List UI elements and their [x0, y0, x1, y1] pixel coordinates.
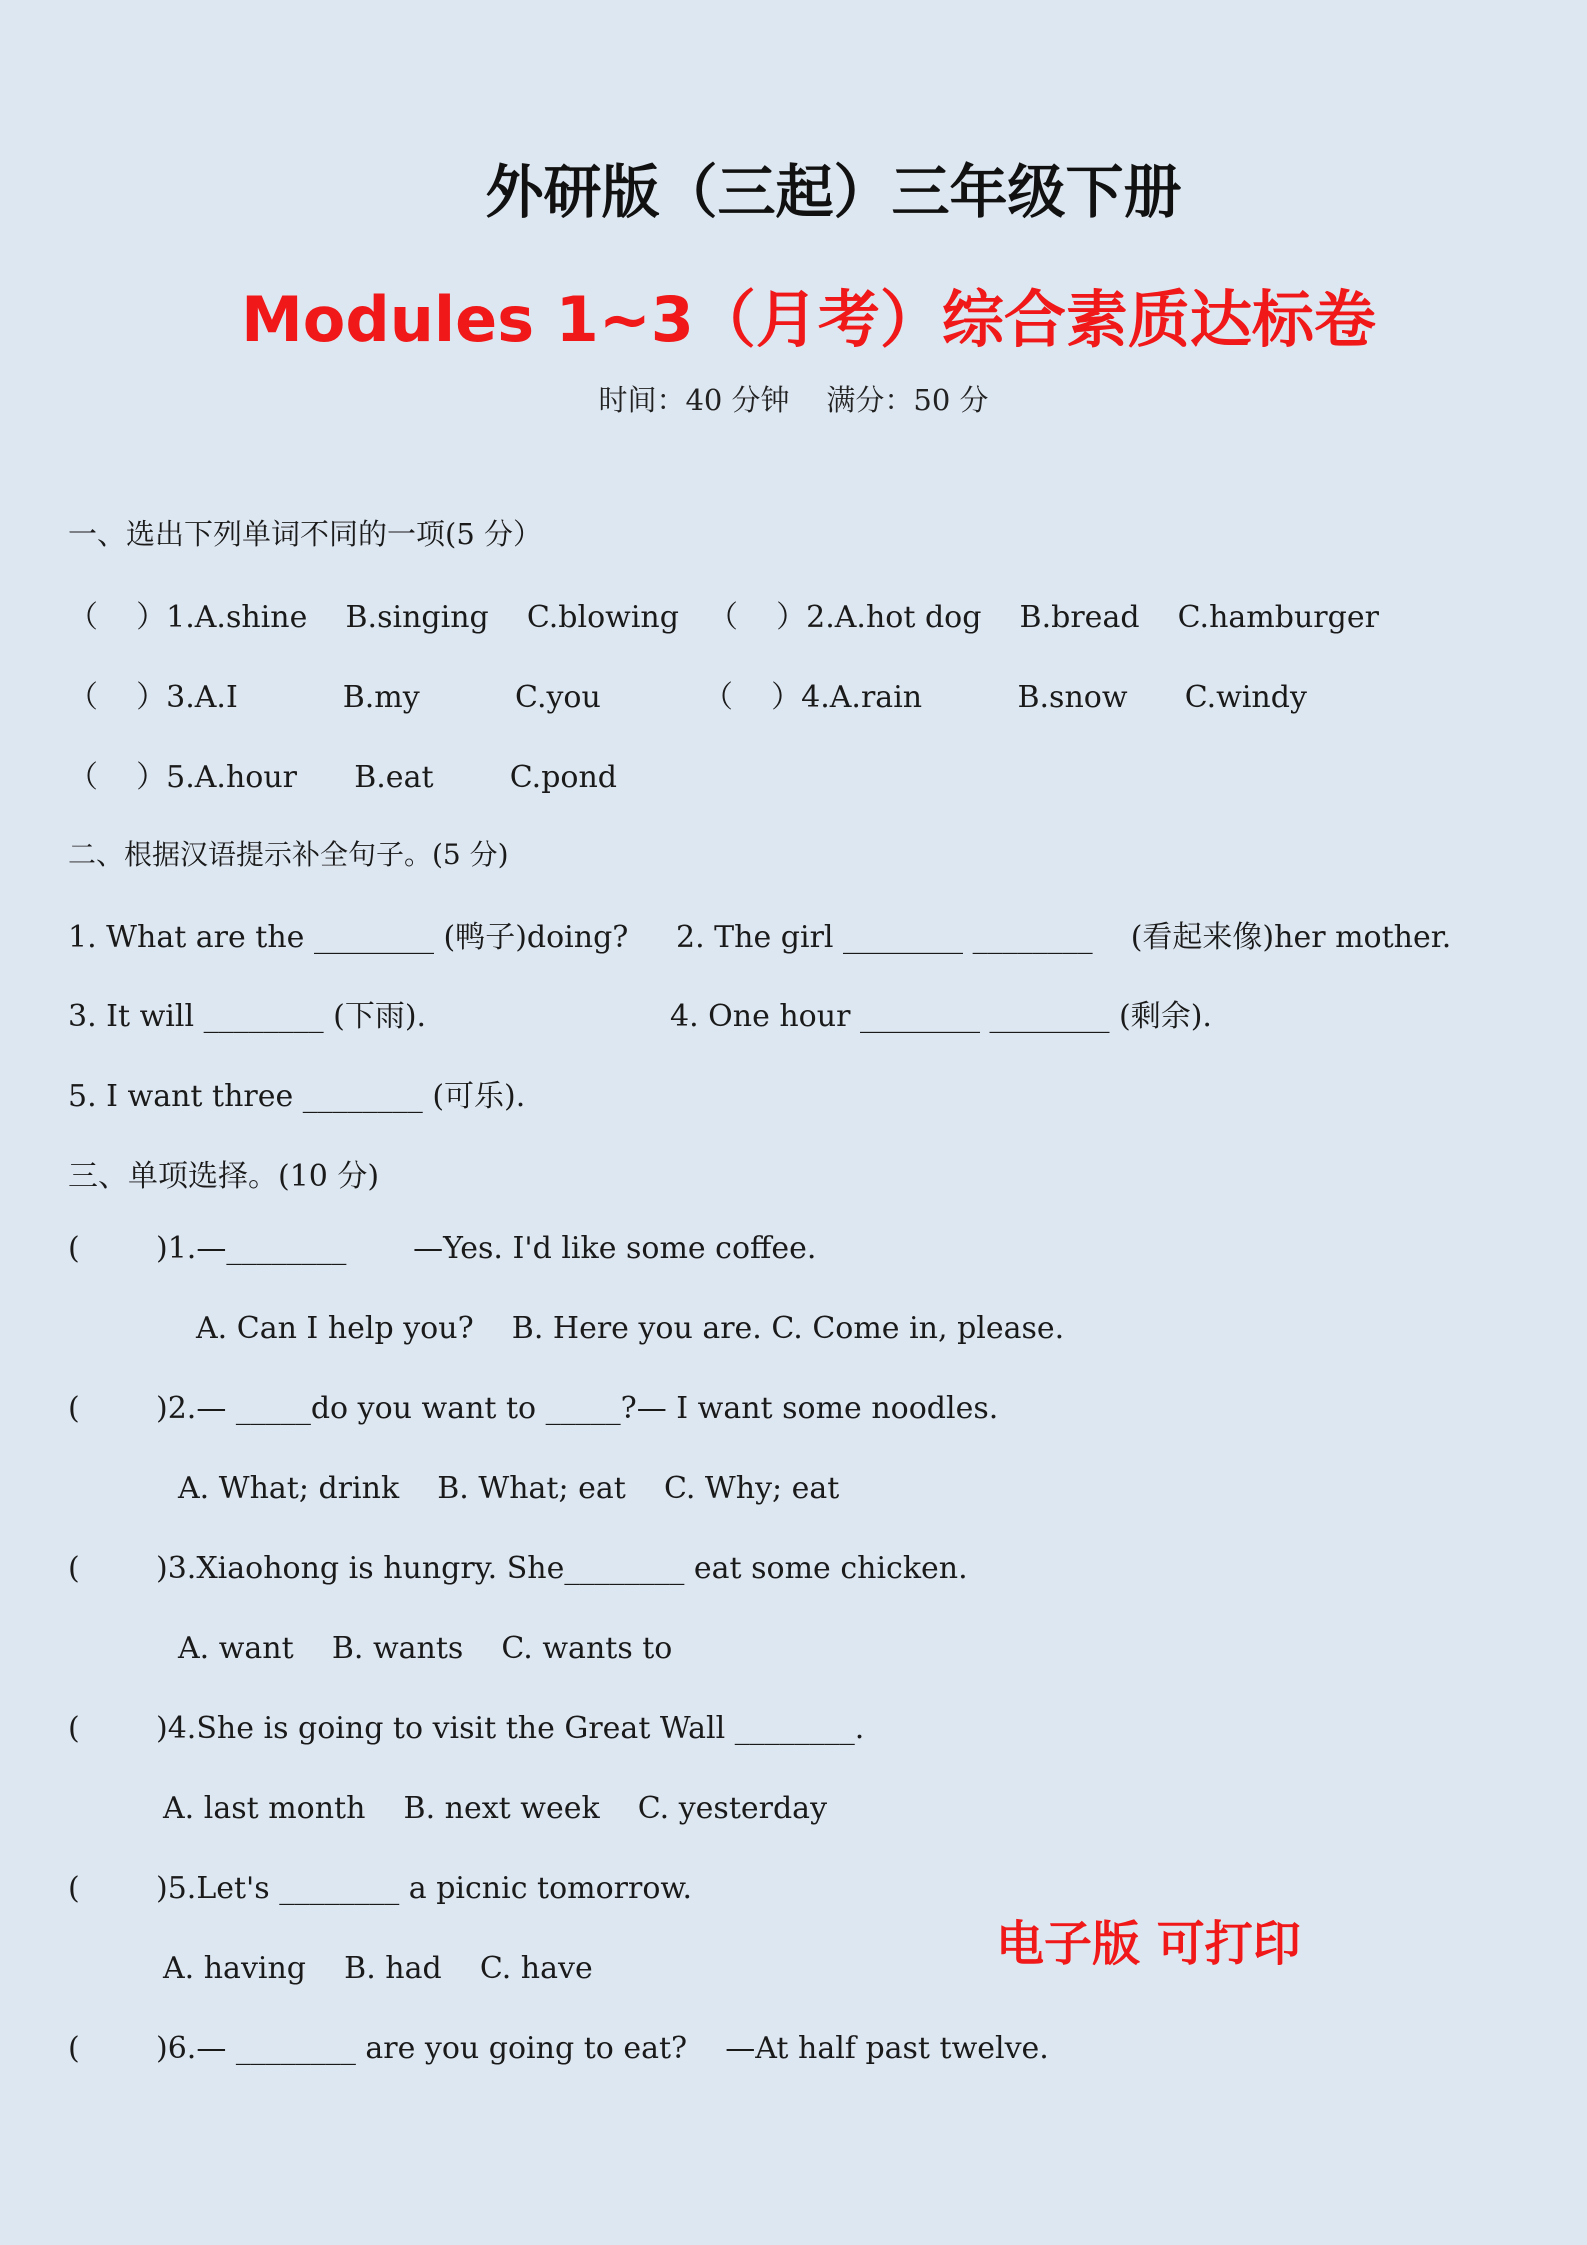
- section-1-question: （ ）1.A.shine B.singing C.blowing: [68, 600, 679, 635]
- section-2-question: 4. One hour ________ ________ (剩余).: [670, 999, 1212, 1034]
- section-2-heading: 二、根据汉语提示补全句子。(5 分): [68, 838, 509, 871]
- mc-options: A. having B. had C. have: [163, 1951, 593, 1986]
- section-2-question: 5. I want three ________ (可乐).: [68, 1079, 526, 1114]
- mc-question: ( )6.— ________ are you going to eat? —At half past twelve.: [68, 2031, 1049, 2066]
- section-1-question: （ ）5.A.hour B.eat C.pond: [68, 760, 618, 795]
- section-1-question: （ ）2.A.hot dog B.bread C.hamburger: [708, 600, 1379, 635]
- mc-question: ( )5.Let's ________ a picnic tomorrow.: [68, 1871, 693, 1906]
- mc-options: A. want B. wants C. wants to: [178, 1631, 673, 1666]
- printable-stamp: 电子版 可打印: [996, 1916, 1301, 1972]
- section-2-question: 3. It will ________ (下雨).: [68, 999, 427, 1034]
- page-subtitle: Modules 1~3（月考）综合素质达标卷: [241, 283, 1376, 356]
- section-1-question: （ ）3.A.I B.my C.you: [68, 680, 601, 715]
- page-title: 外研版（三起）三年级下册: [485, 158, 1182, 226]
- mc-question: ( )3.Xiaohong is hungry. She________ eat some chicken.: [68, 1551, 968, 1586]
- section-1-question: （ ）4.A.rain B.snow C.windy: [703, 680, 1307, 715]
- section-3-heading: 三、单项选择。(10 分): [68, 1159, 380, 1194]
- mc-question: ( )1.—________ —Yes. I'd like some coffee.: [68, 1231, 817, 1266]
- mc-options: A. What; drink B. What; eat C. Why; eat: [178, 1471, 840, 1506]
- mc-question: ( )4.She is going to visit the Great Wall ________.: [68, 1711, 865, 1746]
- mc-options: A. last month B. next week C. yesterday: [163, 1791, 828, 1826]
- section-1-heading: 一、选出下列单词不同的一项(5 分）: [68, 517, 542, 551]
- section-2-question: 1. What are the ________ (鸭子)doing?: [68, 920, 629, 955]
- mc-question: ( )2.— _____do you want to _____?— I want some noodles.: [68, 1391, 999, 1426]
- section-2-question: 2. The girl ________ ________ (看起来像)her mother.: [676, 920, 1452, 955]
- time-and-score-info: 时间：40 分钟 满分：50 分: [598, 383, 989, 417]
- mc-options: A. Can I help you? B. Here you are. C. Come in, please.: [196, 1311, 1065, 1346]
